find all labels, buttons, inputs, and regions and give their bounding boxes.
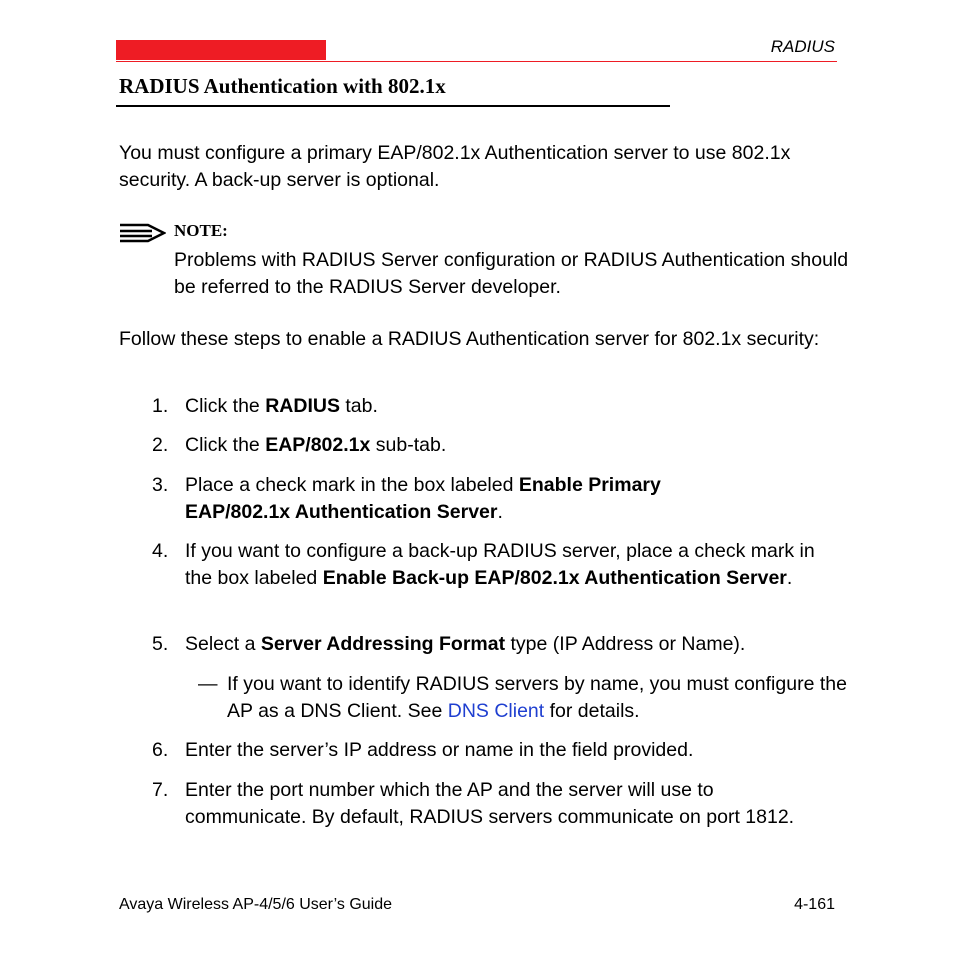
substep-text: If you want to identify RADIUS servers by name, you must configure the AP as a DNS Client. See DNS Client for details. [227,673,847,722]
ui-term: EAP/802.1x [265,434,371,456]
step-number: 5. [152,633,169,655]
step-text: Enter the server’s IP address or name in the field provided. [185,739,694,761]
step-number: 4. [152,540,169,562]
header-red-bar [116,40,326,60]
ui-term: Enable Back-up EAP/802.1x Authentication Server [322,566,787,589]
footer-page-number: 4-161 [794,896,835,913]
step-text: Enter the port number which the AP and the server will use to communicate. By default, RADIUS servers communicate on port 1812. [185,779,795,828]
footer-book-title: Avaya Wireless AP-4/5/6 User’s Guide [119,896,393,913]
step-number: 1. [152,395,169,417]
section-title: RADIUS Authentication with 802.1x [119,74,446,98]
step-number: 2. [152,434,169,456]
note-pointer-icon [118,222,166,244]
step-number: 7. [152,779,169,801]
note-text: Problems with RADIUS Server configuration or RADIUS Authentication should be referred to the RADIUS Server developer. [174,249,849,298]
em-dash: — [198,673,218,695]
step-text: Place a check mark in the box labeled Enable Primary EAP/802.1x Authentication Server. [185,474,661,523]
note-label: NOTE: [174,221,228,240]
ui-term: Enable Primary EAP/802.1x Authentication Server [185,474,661,523]
step-text: Select a Server Addressing Format type (IP Address or Name). [185,633,746,655]
ui-term: RADIUS [265,395,340,417]
dns-client-link[interactable]: DNS Client [447,699,545,722]
step-text: Click the RADIUS tab. [185,395,378,417]
step-number: 6. [152,739,169,761]
intro-paragraph: You must configure a primary EAP/802.1x Authentication server to use 802.1x security. A back-up server is optional. [119,142,791,191]
step-text: Click the EAP/802.1x sub-tab. [185,434,447,456]
steps-lead-paragraph: Follow these steps to enable a RADIUS Authentication server for 802.1x security: [119,328,820,350]
running-head: RADIUS [770,37,835,56]
step-number: 3. [152,474,169,496]
header-rule [116,61,837,62]
title-underline [116,105,670,107]
ui-term: Server Addressing Format [260,633,506,655]
step-text: If you want to configure a back-up RADIUS server, place a check mark in the box labeled Enable Back-up EAP/802.1x Authentication Server. [185,540,815,589]
